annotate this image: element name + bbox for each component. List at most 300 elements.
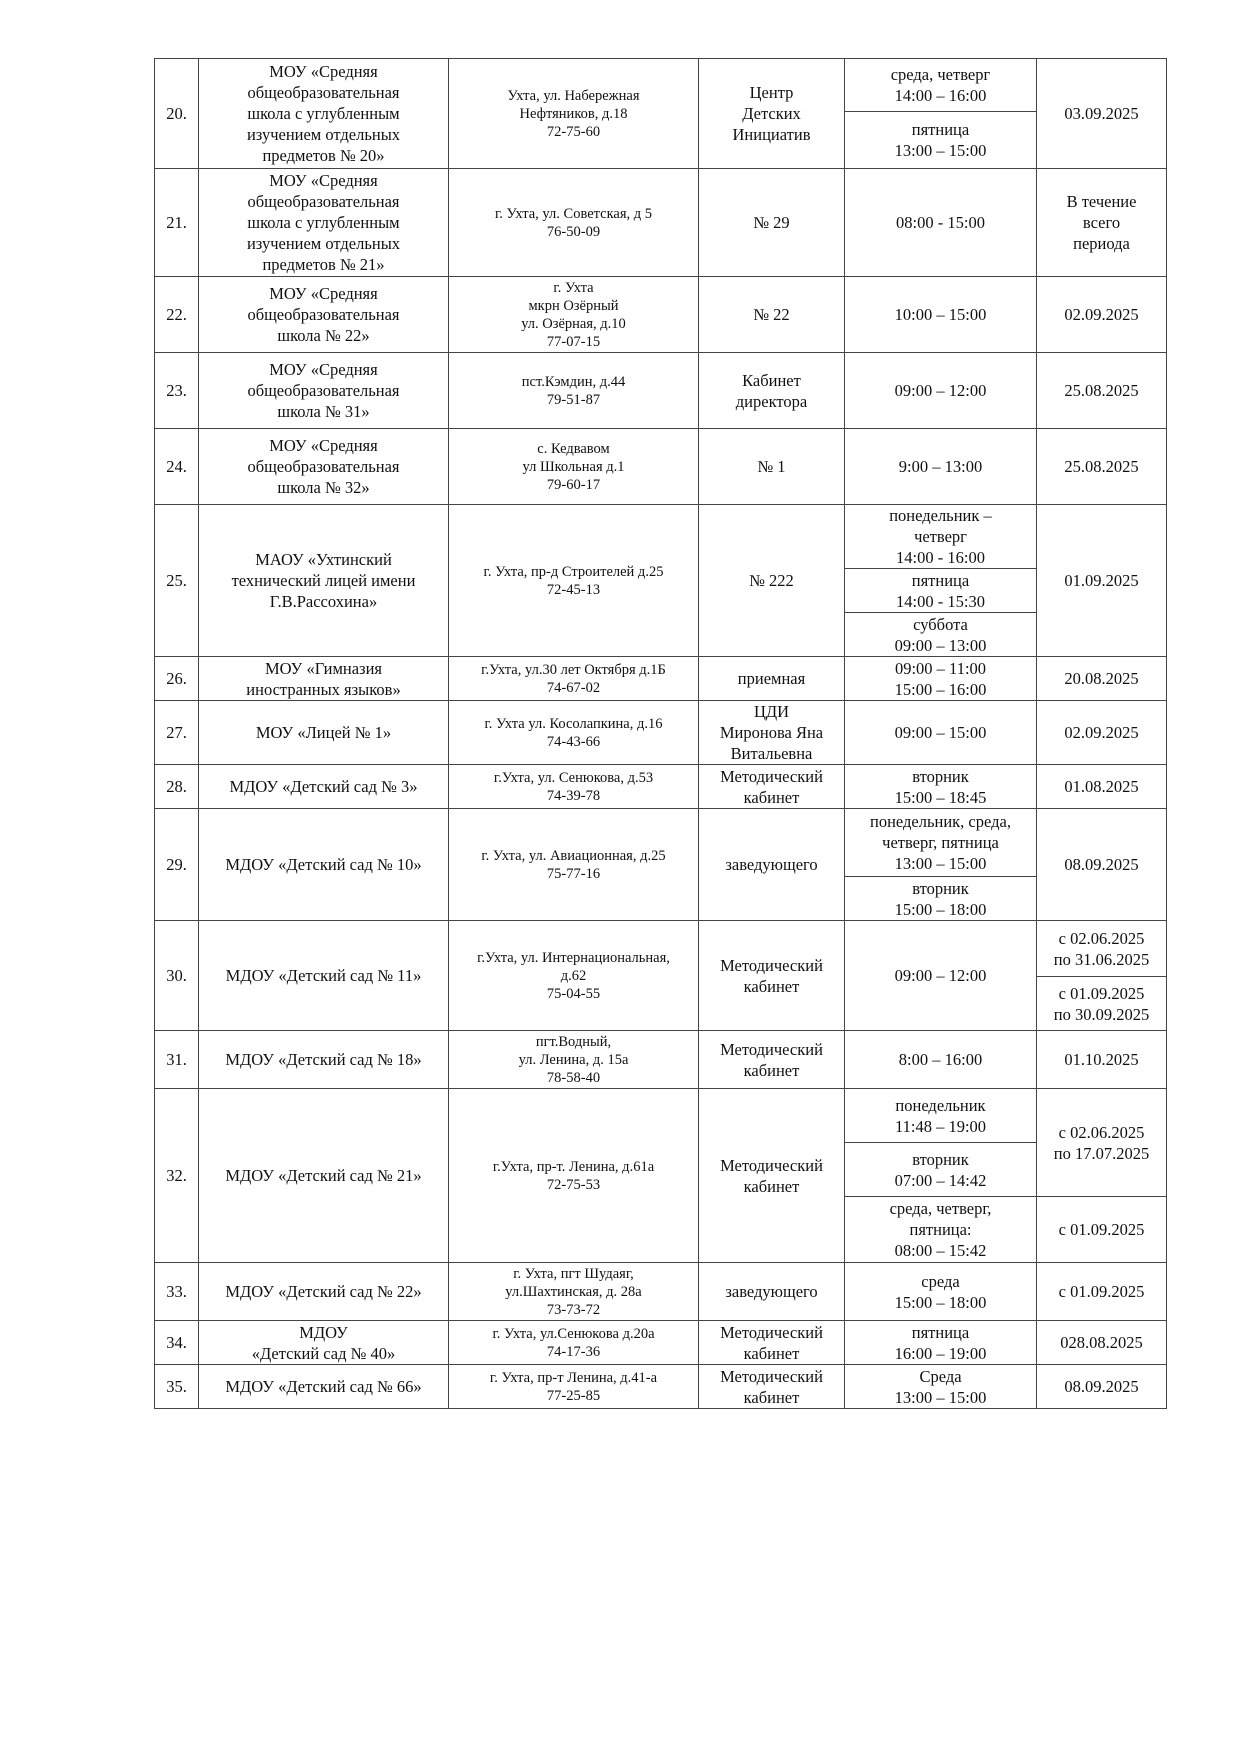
reception-time [845,169,1037,277]
reception-room [699,809,845,921]
institution-address-line: 72-45-13 [546,581,601,598]
reception-room-line: № 29 [753,213,790,232]
institution-name [199,765,449,809]
row-number-text: 25. [166,571,187,590]
row-number-text: 31. [166,1050,187,1069]
reception-time [845,613,1037,657]
reception-time-line: среда, четверг, [889,1199,992,1218]
reception-date-line: с 01.09.2025 [1058,1282,1145,1301]
row-number-text: 32. [166,1166,187,1185]
institution-address-line: г. Ухта, пгт Шудаяг, [513,1265,634,1282]
reception-room-line: заведующего [725,855,818,874]
row-number-text: 23. [166,381,187,400]
schedule-table-body [155,59,1167,1409]
reception-time-line: 09:00 – 12:00 [894,966,987,985]
reception-room [699,1031,845,1089]
reception-time-line: понедельник – [889,506,992,525]
reception-time [845,657,1037,701]
institution-name [199,809,449,921]
institution-name [199,1089,449,1263]
table-row [155,59,1167,112]
institution-name-line: МДОУ «Детский сад № 22» [225,1282,422,1301]
row-number-text: 35. [166,1377,187,1396]
reception-room-line: Витальевна [730,744,813,763]
institution-name-line: МДОУ «Детский сад № 66» [225,1377,422,1396]
institution-address-line: 78-58-40 [546,1069,601,1086]
reception-date-line: 028.08.2025 [1060,1333,1143,1352]
institution-name-line: общеобразовательная [247,192,400,211]
reception-time-line: среда [921,1271,960,1291]
institution-address [449,921,699,1031]
reception-time-line: 15:00 – 18:00 [894,899,987,919]
reception-time [845,1365,1037,1409]
institution-name-line: общеобразовательная [247,457,400,476]
reception-time-line: пятница [911,120,970,139]
reception-date-line: 01.08.2025 [1064,777,1139,796]
institution-address [449,657,699,701]
table-row [155,505,1167,569]
institution-name-line: МДОУ «Детский сад № 3» [229,777,418,796]
reception-time-line: пятница: [909,1220,972,1239]
reception-room [699,169,845,277]
institution-address-line: пгт.Водный, [535,1033,612,1050]
reception-room [699,59,845,169]
reception-time-line: понедельник [895,1095,986,1115]
institution-address-line: г. Ухта, пр-д Строителей д.25 [483,563,664,580]
institution-name-line: МДОУ «Детский сад № 21» [225,1166,422,1185]
institution-name-line: МДОУ «Детский сад № 11» [225,966,422,985]
institution-name-line: МОУ «Средняя [269,62,378,81]
institution-address-line: 72-75-53 [546,1176,601,1193]
institution-name-line: МДОУ «Детский сад № 10» [225,855,422,874]
institution-name-line: школа № 32» [277,478,370,497]
institution-name [199,1365,449,1409]
reception-time-line: 08:00 – 15:42 [894,1241,987,1260]
reception-time-line: 09:00 – 15:00 [894,723,987,742]
reception-room [699,1321,845,1365]
reception-time [845,1143,1037,1197]
institution-address [449,1263,699,1321]
institution-address-line: 77-25-85 [546,1387,601,1404]
row-number-text: 20. [166,104,187,123]
reception-date [1037,809,1167,921]
institution-name-line: технический лицей имени [231,571,416,590]
reception-time [845,1089,1037,1143]
reception-room [699,429,845,505]
row-number-text: 34. [166,1333,187,1352]
reception-date-line: 03.09.2025 [1064,104,1139,123]
row-number-text: 26. [166,669,187,688]
row-number [155,809,199,921]
reception-time-line: 8:00 – 16:00 [898,1050,983,1069]
reception-date-line: 08.09.2025 [1064,1377,1139,1396]
table-row [155,701,1167,765]
reception-room [699,277,845,353]
institution-address-line: ул.Шахтинская, д. 28а [505,1283,642,1300]
row-number-text: 29. [166,855,187,874]
institution-address [449,1365,699,1409]
row-number-text: 21. [166,213,187,232]
reception-time [845,59,1037,112]
reception-room-line: приемная [737,669,806,688]
reception-time-line: 16:00 – 19:00 [894,1343,987,1363]
institution-name [199,657,449,701]
institution-name-line: общеобразовательная [247,305,400,324]
institution-address-line: ул. Ленина, д. 15а [518,1051,629,1068]
institution-name-line: МДОУ «Детский сад № 18» [225,1050,422,1069]
institution-name-line: МОУ «Средняя [269,360,378,379]
reception-room-line: кабинет [743,1387,800,1407]
institution-address-line: г.Ухта, ул. Интернациональная, [477,949,670,966]
reception-room-line: Методический [720,955,823,975]
institution-address-line: с. Кедвавом [537,440,610,457]
reception-room-line: кабинет [743,1343,800,1363]
reception-room [699,1263,845,1321]
reception-date [1037,59,1167,169]
row-number [155,765,199,809]
institution-address-line: 74-17-36 [546,1343,601,1360]
reception-room-line: Методический [720,1039,823,1059]
institution-address-line: 73-73-72 [546,1301,601,1318]
reception-room-line: Кабинет [742,370,801,390]
table-row [155,353,1167,429]
reception-room-line: Методический [720,1322,823,1342]
reception-room-line: директора [735,391,808,411]
table-row [155,277,1167,353]
row-number [155,701,199,765]
reception-room-line: кабинет [743,1060,800,1080]
institution-name-line: иностранных языков» [246,679,401,699]
reception-date [1037,657,1167,701]
row-number [155,169,199,277]
institution-name-line: МОУ «Средняя [269,284,378,303]
institution-address-line: ул Школьная д.1 [522,458,625,475]
reception-room-line: Инициатив [732,125,811,144]
institution-name [199,1031,449,1089]
reception-date-line: 20.08.2025 [1064,669,1139,688]
reception-time-line: среда, четверг [890,65,991,84]
reception-room [699,1089,845,1263]
reception-time-line: 15:00 – 16:00 [894,679,987,699]
row-number [155,1263,199,1321]
institution-address-line: 74-67-02 [546,679,601,696]
institution-name [199,277,449,353]
reception-room-line: кабинет [743,976,800,996]
reception-time [845,1321,1037,1365]
institution-address-line: г.Ухта, ул. Сенюкова, д.53 [493,769,654,786]
table-row [155,1263,1167,1321]
reception-room-line: кабинет [743,787,800,807]
reception-room-line: ЦДИ [753,702,790,721]
reception-time-line: 13:00 – 15:00 [894,854,987,873]
reception-time [845,1263,1037,1321]
row-number [155,59,199,169]
reception-date-line: 25.08.2025 [1064,381,1139,400]
institution-name-line: школа с углубленным [247,104,400,123]
institution-name-line: школа № 31» [277,402,370,421]
reception-time-line: вторник [912,878,969,898]
reception-time-line: вторник [912,1149,969,1169]
institution-name [199,505,449,657]
reception-time-line: 14:00 – 16:00 [894,86,987,105]
reception-room-line: № 222 [749,571,794,590]
institution-address [449,169,699,277]
institution-address-line: г. Ухта, ул. Авиационная, д.25 [481,847,666,864]
reception-room-line: заведующего [725,1282,818,1301]
reception-time [845,429,1037,505]
institution-address-line: 79-51-87 [546,391,601,408]
table-row [155,765,1167,809]
reception-room [699,1365,845,1409]
reception-date [1037,1031,1167,1089]
table-row [155,1089,1167,1143]
reception-date-line: с 01.09.2025 [1058,983,1145,1003]
row-number [155,1321,199,1365]
row-number [155,429,199,505]
reception-date-line: по 17.07.2025 [1053,1143,1150,1163]
row-number [155,1031,199,1089]
institution-name-line: предметов № 21» [262,255,385,274]
institution-name-line: изучением отдельных [246,234,401,253]
reception-date-line: всего [1082,213,1121,232]
reception-time-line: 08:00 - 15:00 [896,213,985,232]
institution-name [199,429,449,505]
reception-date-line: 02.09.2025 [1064,305,1139,324]
institution-address-line: 75-04-55 [546,985,601,1002]
institution-name [199,169,449,277]
institution-name-line: изучением отдельных [246,125,401,144]
institution-address [449,1031,699,1089]
reception-room-line: кабинет [743,1176,800,1196]
institution-name-line: школа № 22» [277,326,370,345]
reception-time-line: 09:00 – 12:00 [894,381,987,400]
reception-date [1037,977,1167,1031]
reception-date [1037,701,1167,765]
row-number-text: 33. [166,1282,187,1301]
reception-time [845,112,1037,169]
institution-address-line: 75-77-16 [546,865,601,882]
institution-address-line: 72-75-60 [546,123,601,140]
table-row [155,657,1167,701]
institution-address [449,1089,699,1263]
reception-room [699,765,845,809]
institution-name [199,921,449,1031]
reception-date [1037,429,1167,505]
reception-date [1037,921,1167,977]
institution-name-line: МДОУ [299,1322,348,1342]
institution-name-line: школа с углубленным [247,213,400,232]
reception-date-line: по 31.06.2025 [1053,949,1150,969]
reception-date [1037,1089,1167,1197]
reception-room-line: Миронова Яна [719,723,824,742]
institution-address-line: 74-39-78 [546,787,601,804]
reception-time-line: четверг [914,527,967,546]
reception-room [699,505,845,657]
reception-room-line: Центр [749,83,794,102]
institution-address [449,1321,699,1365]
institution-name-line: общеобразовательная [247,381,400,400]
reception-date [1037,1321,1167,1365]
reception-room [699,353,845,429]
institution-name-line: МОУ «Лицей № 1» [255,723,392,742]
table-row [155,1365,1167,1409]
reception-time-line: понедельник, среда, [870,812,1011,831]
reception-date [1037,277,1167,353]
reception-time [845,353,1037,429]
reception-time-line: 10:00 – 15:00 [894,305,987,324]
reception-room-line: Методический [720,1366,823,1386]
row-number [155,1089,199,1263]
reception-date [1037,1365,1167,1409]
institution-address-line: г. Ухта ул. Косолапкина, д.16 [484,715,663,732]
institution-address-line: 77-07-15 [546,333,601,350]
institution-address-line: г.Ухта, пр-т. Ленина, д.61а [492,1158,655,1175]
institution-address [449,59,699,169]
reception-date [1037,765,1167,809]
institution-name [199,59,449,169]
reception-time-line: 09:00 – 11:00 [894,658,987,678]
reception-room-line: № 1 [757,457,786,476]
row-number-text: 27. [166,723,187,742]
institution-address-line: пст.Кэмдин, д.44 [521,373,626,390]
institution-address [449,765,699,809]
institution-address-line: г. Ухта, ул.Сенюкова д.20а [492,1325,655,1342]
table-row [155,169,1167,277]
institution-address [449,701,699,765]
reception-time [845,809,1037,877]
institution-address-line: 79-60-17 [546,476,601,493]
reception-time-line: 13:00 – 15:00 [894,141,987,160]
institution-name-line: МАОУ «Ухтинский [255,550,392,569]
institution-name [199,353,449,429]
reception-room-line: Методический [720,766,823,786]
row-number [155,921,199,1031]
reception-time [845,505,1037,569]
reception-time-line: 14:00 - 16:00 [896,548,985,567]
reception-date-line: периода [1073,234,1130,253]
reception-time-line: 14:00 - 15:30 [896,591,985,611]
table-row [155,429,1167,505]
reception-time [845,701,1037,765]
reception-date [1037,169,1167,277]
institution-name-line: предметов № 20» [262,146,385,165]
institution-address-line: 76-50-09 [546,223,601,240]
row-number [155,505,199,657]
institution-address [449,277,699,353]
institution-address-line: г. Ухта [553,279,594,296]
institution-name-line: МОУ «Средняя [269,171,378,190]
reception-time-line: суббота [913,614,968,634]
reception-time-line: пятница [911,570,970,590]
institution-name-line: МОУ «Гимназия [265,658,382,678]
reception-time-line: 15:00 – 18:00 [894,1292,987,1312]
reception-time-line: 07:00 – 14:42 [894,1170,987,1190]
row-number-text: 28. [166,777,187,796]
institution-address [449,353,699,429]
institution-address-line: Ухта, ул. Набережная [507,87,640,104]
row-number [155,657,199,701]
reception-time-line: 09:00 – 13:00 [894,635,987,655]
reception-time-line: 9:00 – 13:00 [898,457,983,476]
reception-time-line: 13:00 – 15:00 [894,1387,987,1407]
reception-date-line: 08.09.2025 [1064,855,1139,874]
reception-time [845,765,1037,809]
reception-room [699,657,845,701]
reception-time [845,1031,1037,1089]
reception-time-line: четверг, пятница [882,833,999,852]
institution-address [449,809,699,921]
reception-date-line: с 02.06.2025 [1058,1122,1145,1142]
institution-name-line: Г.В.Рассохина» [269,592,378,611]
schedule-table [154,58,1167,1409]
row-number [155,1365,199,1409]
reception-date [1037,353,1167,429]
table-row [155,809,1167,877]
institution-name [199,1263,449,1321]
reception-date-line: с 02.06.2025 [1058,928,1145,948]
institution-address-line: г.Ухта, ул.30 лет Октября д.1Б [481,661,666,678]
institution-address-line: Нефтяников, д.18 [519,105,628,122]
reception-room-line: Детских [742,104,801,123]
reception-time [845,277,1037,353]
row-number-text: 22. [166,305,187,324]
institution-address-line: г. Ухта, ул. Советская, д 5 [494,205,653,222]
institution-name-line: общеобразовательная [247,83,400,102]
reception-date-line: по 30.09.2025 [1053,1004,1150,1024]
reception-time [845,569,1037,613]
reception-date-line: 25.08.2025 [1064,457,1139,476]
institution-address [449,505,699,657]
reception-time-line: вторник [912,766,969,786]
institution-name [199,701,449,765]
row-number-text: 30. [166,966,187,985]
reception-date-line: В течение [1066,192,1137,211]
institution-address-line: г. Ухта, пр-т Ленина, д.41-а [489,1369,658,1386]
institution-name [199,1321,449,1365]
table-row [155,921,1167,977]
reception-date [1037,1263,1167,1321]
reception-room-line: Методический [720,1155,823,1175]
row-number [155,277,199,353]
reception-room [699,701,845,765]
reception-time [845,921,1037,1031]
reception-time-line: 11:48 – 19:00 [894,1116,987,1136]
row-number [155,353,199,429]
reception-date [1037,1197,1167,1263]
reception-time-line: Среда [919,1366,962,1386]
institution-address-line: ул. Озёрная, д.10 [521,315,626,332]
institution-address-line: мкрн Озёрный [528,297,619,314]
reception-room [699,921,845,1031]
table-row [155,1031,1167,1089]
reception-date [1037,505,1167,657]
reception-time-line: пятница [911,1322,970,1342]
reception-date-line: с 01.09.2025 [1058,1220,1145,1239]
institution-address-line: д.62 [560,967,587,984]
row-number-text: 24. [166,457,187,476]
reception-room-line: № 22 [753,305,790,324]
institution-address-line: 74-43-66 [546,733,601,750]
reception-date-line: 02.09.2025 [1064,723,1139,742]
institution-name-line: «Детский сад № 40» [251,1343,396,1363]
reception-date-line: 01.09.2025 [1064,571,1139,590]
reception-time-line: 15:00 – 18:45 [894,787,987,807]
reception-date-line: 01.10.2025 [1064,1050,1139,1069]
reception-time [845,877,1037,921]
reception-time [845,1197,1037,1263]
table-row [155,1321,1167,1365]
institution-name-line: МОУ «Средняя [269,436,378,455]
